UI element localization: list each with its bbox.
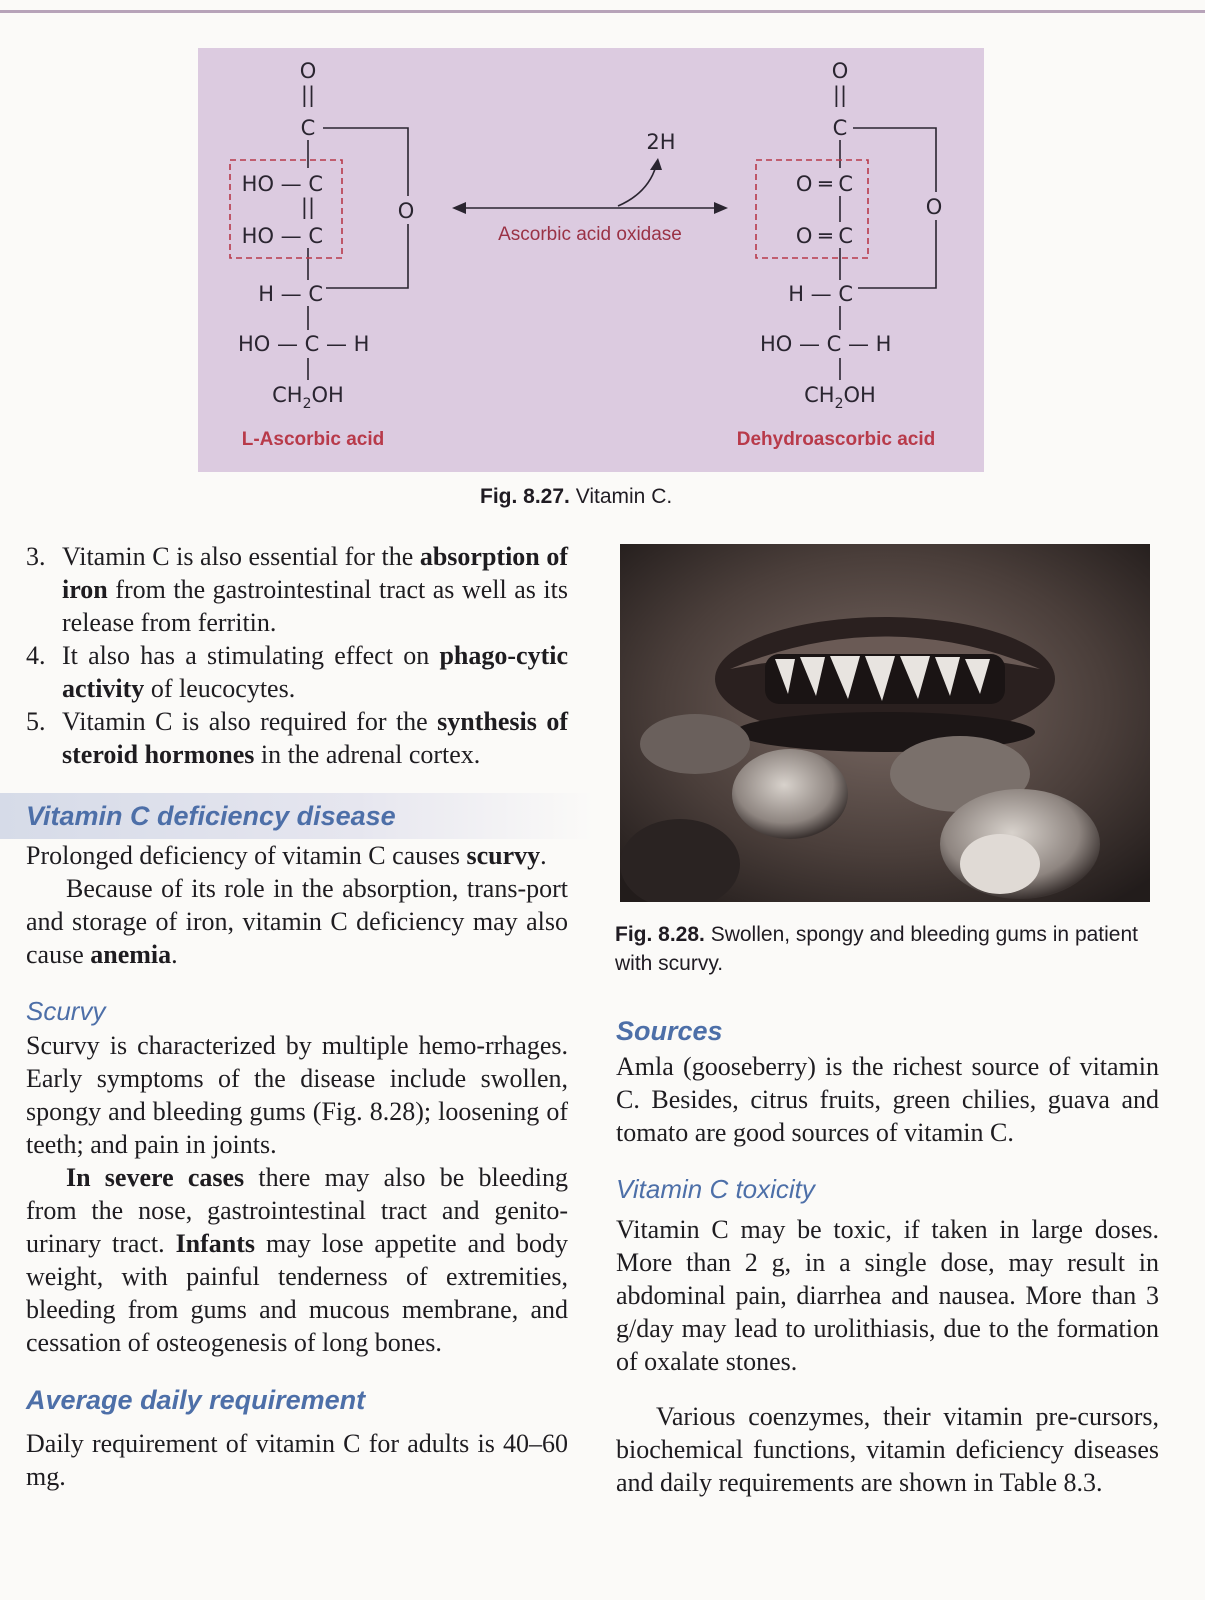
sources-paragraph: Amla (gooseberry) is the richest source of vitamin C. Besides, citrus fruits, green chilies, guava and tomato are good sources of vitamin C.: [616, 1052, 1159, 1147]
dehydroascorbic-acid-structure: [737, 59, 943, 450]
requirement-paragraph: Daily requirement of vitamin C for adults is 40–60 mg.: [26, 1429, 568, 1491]
vitamin-c-reaction-diagram: [198, 48, 984, 472]
fig-8-28-caption: Fig. 8.28. Swollen, spongy and bleeding gums in patient with scurvy.: [615, 923, 1138, 975]
deficiency-heading-band: [0, 793, 594, 839]
list-item: 4. It also has a stimulating effect on phago-cytic activity of leucocytes.: [26, 641, 568, 703]
right-row-hc: H — C: [788, 282, 853, 306]
coenzymes-paragraph: Various coenzymes, their vitamin pre-cursors, biochemical functions, vitamin deficiency diseases and daily requirements are shown in Table 8.3.: [616, 1402, 1159, 1497]
deficiency-paragraph-1: Prolonged deficiency of vitamin C causes scurvy.: [26, 841, 547, 870]
right-row-oc-2: O ═ C: [795, 224, 853, 248]
l-ascorbic-acid-structure: [230, 59, 414, 450]
toxicity-paragraph: Vitamin C may be toxic, if taken in large doses. More than 2 g, in a single dose, may result in abdominal pain, diarrhea and nausea. More than 3 g/day may lead to urolithiasis, due to the formation of oxalate stones.: [616, 1215, 1159, 1376]
right-column: [616, 1012, 1159, 1499]
right-row-hoch: HO — C — H: [760, 332, 892, 356]
left-double-bond-2: ||: [300, 195, 316, 219]
right-carbon-1: C: [832, 116, 848, 140]
toxicity-heading: Vitamin C toxicity: [616, 1174, 815, 1204]
left-double-bond: ||: [300, 83, 316, 107]
right-top-oxygen: O: [831, 59, 849, 83]
right-ring-oxygen: O: [925, 195, 943, 219]
left-carbon-1: C: [300, 116, 316, 140]
left-top-oxygen: O: [299, 59, 317, 83]
reaction-arrow-group: [452, 130, 728, 245]
list-item: 5. Vitamin C is also required for the synthesis of steroid hormones in the adrenal cortex.: [26, 707, 568, 769]
page-top-rule: [0, 10, 1205, 13]
right-row-oc-1: O ═ C: [795, 172, 853, 196]
left-row-hoch: HO — C — H: [238, 332, 370, 356]
right-ch2oh: $CH_2OH$: [804, 383, 876, 412]
requirement-heading: Average daily requirement: [26, 1385, 366, 1415]
2h-label: 2H: [646, 130, 676, 154]
scurvy-gums-photo: [620, 544, 1150, 902]
scurvy-gums-illustration: [620, 544, 1150, 902]
scurvy-heading: Scurvy: [26, 996, 106, 1026]
left-row-hoc-1: HO — C: [241, 172, 323, 196]
sources-heading: Sources: [616, 1016, 723, 1046]
list-item: 3. Vitamin C is also essential for the absorption of iron from the gastrointestinal tract as well as its release from ferritin.: [26, 542, 568, 637]
left-row-hoc-2: HO — C: [241, 224, 323, 248]
ascorbic-acid-oxidase-label: Ascorbic acid oxidase: [498, 224, 682, 245]
scurvy-paragraph-1: Scurvy is characterized by multiple hemo-rrhages. Early symptoms of the disease include swollen, spongy and bleeding gums (Fig. 8.28); loosening of teeth; and pain in joints.: [26, 1031, 568, 1159]
scurvy-paragraph-2: In severe cases there may also be bleeding from the nose, gastrointestinal tract and genito-urinary tract. Infants may lose appetite and body weight, with painful tenderness of extremities, bleeding from gums and mucous membrane, and cessation of osteogenesis of long bones.: [26, 1163, 568, 1357]
l-ascorbic-acid-label: L-Ascorbic acid: [241, 429, 385, 450]
dehydroascorbic-acid-label: Dehydroascorbic acid: [736, 429, 936, 450]
fig-8-27-caption: Fig. 8.27. Vitamin C.: [480, 485, 673, 508]
left-ring-oxygen: O: [397, 199, 415, 223]
left-row-hc: H — C: [258, 282, 323, 306]
vitamin-c-functions-list: [26, 540, 568, 771]
figure-vitamin-c-structures: [198, 48, 984, 472]
deficiency-paragraph-2: Because of its role in the absorption, trans-port and storage of iron, vitamin C deficiency may also cause anemia.: [26, 874, 568, 969]
2h-release-arrow: [618, 166, 656, 206]
left-ch2oh: $CH_2OH$: [272, 383, 344, 412]
deficiency-heading: Vitamin C deficiency disease: [26, 801, 396, 831]
right-double-bond: ||: [832, 83, 848, 107]
left-column: [26, 540, 568, 1493]
